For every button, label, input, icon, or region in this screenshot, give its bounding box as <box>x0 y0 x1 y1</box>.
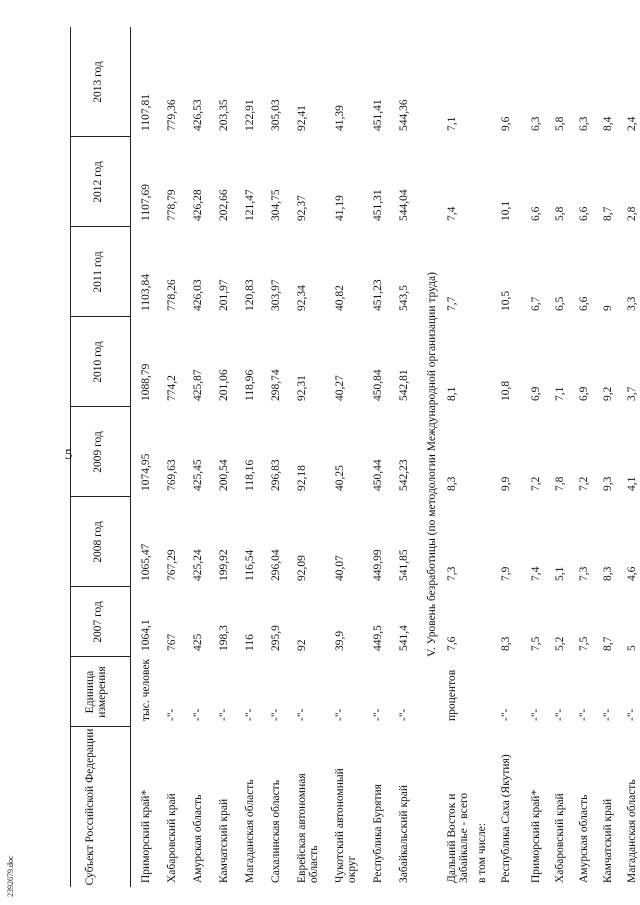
table-cell: 544,04 <box>398 189 410 221</box>
row-subject: Приморский край* <box>530 789 542 883</box>
table-cell: 7,5 <box>530 636 542 651</box>
row-unit: -"- <box>192 708 204 721</box>
table-cell: 8,7 <box>602 206 614 221</box>
table-cell: 450,44 <box>372 459 384 491</box>
row-subject: Чукотский автономный округ <box>334 768 358 883</box>
table-cell: 296,04 <box>270 549 282 581</box>
row-subject: Амурская область <box>578 794 590 883</box>
header-year: 2010 год <box>92 341 104 383</box>
header-year: 2013 год <box>92 61 104 103</box>
row-subject: Дальний Восток и Забайкалье - всего <box>446 792 470 883</box>
table-cell: 451,31 <box>372 189 384 221</box>
table-cell: 451,23 <box>372 279 384 311</box>
table-cell: 2,8 <box>626 206 638 221</box>
table-cell: 8,1 <box>446 386 458 401</box>
table-cell: 305,03 <box>270 99 282 131</box>
table-cell: 1065,47 <box>140 543 152 581</box>
table-cell: 5,8 <box>554 116 566 131</box>
row-subject: Республика Саха (Якутия) <box>500 754 512 883</box>
row-subject: Приморский край* <box>140 789 152 883</box>
table-cell: 120,83 <box>244 279 256 311</box>
table-cell: 199,92 <box>218 549 230 581</box>
table-cell: 7,4 <box>530 566 542 581</box>
table-cell: 774,2 <box>166 375 178 401</box>
table-cell: 7,1 <box>554 386 566 401</box>
row-subject: Еврейская автономная область <box>296 773 320 883</box>
table-cell: 92,34 <box>296 285 308 311</box>
doc-code: 2392679.doc <box>6 855 15 897</box>
table-cell: 425,24 <box>192 549 204 581</box>
header-year: 2011 год <box>92 251 104 293</box>
table-cell: 7,4 <box>446 206 458 221</box>
table-cell: 6,6 <box>578 206 590 221</box>
table-cell: 450,84 <box>372 369 384 401</box>
table-cell: 202,66 <box>218 189 230 221</box>
table-cell: 769,63 <box>166 459 178 491</box>
row-unit: -"- <box>626 708 638 721</box>
table-cell: 1107,81 <box>140 94 152 131</box>
table-cell: 118,16 <box>244 459 256 491</box>
table-cell: 10,1 <box>500 200 512 221</box>
table-cell: 304,75 <box>270 189 282 221</box>
row-unit: -"- <box>270 708 282 721</box>
table-cell: 7,6 <box>446 636 458 651</box>
row-unit: -"- <box>218 708 230 721</box>
table-cell: 41,39 <box>334 105 346 131</box>
table-cell: 1074,95 <box>140 453 152 491</box>
data-table <box>70 27 638 887</box>
table-cell: 41,19 <box>334 195 346 221</box>
table-cell: 778,79 <box>166 189 178 221</box>
header-year: 2008 год <box>92 521 104 563</box>
row-unit: -"- <box>554 708 566 721</box>
table-cell: 40,27 <box>334 375 346 401</box>
table-cell: 10,5 <box>500 290 512 311</box>
table-cell: 5,8 <box>554 206 566 221</box>
table-cell: 298,74 <box>270 369 282 401</box>
table-cell: 2,4 <box>626 116 638 131</box>
table-cell: 92,18 <box>296 465 308 491</box>
table-cell: 4,6 <box>626 566 638 581</box>
table-cell: 10,8 <box>500 380 512 401</box>
row-unit: процентов <box>446 669 458 721</box>
table-cell: 9,3 <box>602 476 614 491</box>
table-cell: 1103,84 <box>140 274 152 311</box>
table-cell: 541,4 <box>398 625 410 651</box>
table-cell: 426,53 <box>192 99 204 131</box>
header-year: 2009 год <box>92 431 104 473</box>
row-unit: -"- <box>578 708 590 721</box>
row-subject: Камчатский край <box>218 798 230 883</box>
table-cell: 40,07 <box>334 555 346 581</box>
table-cell: 542,81 <box>398 369 410 401</box>
header-subject: Субъект Российской Федерации <box>84 728 96 886</box>
header-year: 2007 год <box>92 601 104 643</box>
table-cell: 7,2 <box>530 476 542 491</box>
table-cell: 121,47 <box>244 189 256 221</box>
table-cell: 122,91 <box>244 99 256 131</box>
table-cell: 9,6 <box>500 116 512 131</box>
table-cell: 6,3 <box>530 116 542 131</box>
row-subject: Магаданская область <box>626 779 638 883</box>
row-unit: -"- <box>334 708 346 721</box>
row-unit: -"- <box>372 708 384 721</box>
row-subject: Магаданская область <box>244 779 256 883</box>
table-cell: 116 <box>244 634 256 651</box>
table-cell: 426,28 <box>192 189 204 221</box>
table-cell: 8,3 <box>500 636 512 651</box>
table-cell: 1107,69 <box>140 184 152 221</box>
table-cell: 4,1 <box>626 476 638 491</box>
table-cell: 7,2 <box>578 476 590 491</box>
table-cell: 449,5 <box>372 625 384 651</box>
row-unit: -"- <box>244 708 256 721</box>
table-cell: 542,23 <box>398 459 410 491</box>
table-cell: 9 <box>602 305 614 311</box>
table-cell: 425,87 <box>192 369 204 401</box>
row-unit: -"- <box>530 708 542 721</box>
table-cell: 7,7 <box>446 296 458 311</box>
row-subject: Забайкальский край <box>398 784 410 883</box>
table-cell: 5,2 <box>554 636 566 651</box>
table-cell: 118,96 <box>244 369 256 401</box>
table-cell: 203,35 <box>218 99 230 131</box>
table-cell: 9,2 <box>602 386 614 401</box>
table-cell: 296,83 <box>270 459 282 491</box>
table-cell: 303,97 <box>270 279 282 311</box>
table-cell: 541,85 <box>398 549 410 581</box>
table-cell: 5,1 <box>554 566 566 581</box>
table-cell: 92,41 <box>296 105 308 131</box>
table-cell: 40,25 <box>334 465 346 491</box>
row-subject: Амурская область <box>192 794 204 883</box>
table-cell: 1088,79 <box>140 363 152 401</box>
table-cell: 778,26 <box>166 279 178 311</box>
table-cell: 8,7 <box>602 636 614 651</box>
row-subject: Республика Бурятия <box>372 784 384 883</box>
table-cell: 5 <box>626 645 638 651</box>
table-cell: 7,5 <box>578 636 590 651</box>
row-unit: -"- <box>398 708 410 721</box>
table-cell: 40,82 <box>334 285 346 311</box>
table-cell: 6,6 <box>530 206 542 221</box>
table-cell: 6,9 <box>530 386 542 401</box>
table-cell: 198,3 <box>218 625 230 651</box>
header-unit: Единица измерения <box>84 666 108 718</box>
table-cell: 767 <box>166 633 178 651</box>
header-bottom-rule <box>130 27 131 887</box>
table-cell: 8,4 <box>602 116 614 131</box>
table-cell: 92,37 <box>296 195 308 221</box>
table-cell: 201,97 <box>218 279 230 311</box>
row-subject: Камчатский край <box>602 798 614 883</box>
table-cell: 543,5 <box>398 285 410 311</box>
table-cell: 6,5 <box>554 296 566 311</box>
table-cell: 8,3 <box>602 566 614 581</box>
row-unit: -"- <box>166 708 178 721</box>
table-cell: 6,6 <box>578 296 590 311</box>
page-number: 5 <box>64 446 73 463</box>
table-cell: 7,1 <box>446 116 458 131</box>
table-cell: 425,45 <box>192 459 204 491</box>
row-unit: -"- <box>296 708 308 721</box>
table-cell: 6,3 <box>578 116 590 131</box>
table-cell: 6,7 <box>530 296 542 311</box>
table-cell: 767,29 <box>166 549 178 581</box>
table-cell: 7,3 <box>578 566 590 581</box>
row-subject: Хабаровский край <box>166 793 178 883</box>
section-title: V. Уровень безработицы (по методологии Международной организации труда) <box>426 272 438 657</box>
table-cell: 779,36 <box>166 99 178 131</box>
table-cell: 92,31 <box>296 375 308 401</box>
table-cell: 92 <box>296 639 308 651</box>
row-unit: тыс. человек <box>140 658 152 721</box>
row-unit: -"- <box>602 708 614 721</box>
table-cell: 8,3 <box>446 476 458 491</box>
header-year: 2012 год <box>92 161 104 203</box>
table-cell: 451,41 <box>372 99 384 131</box>
table-cell: 7,3 <box>446 566 458 581</box>
table-cell: 7,9 <box>500 566 512 581</box>
table-cell: 1064,1 <box>140 619 152 651</box>
table-cell: 449,99 <box>372 549 384 581</box>
row-subject: Сахалинская область <box>270 780 282 883</box>
row-subject: в том числе: <box>476 823 488 883</box>
table-cell: 3,7 <box>626 386 638 401</box>
row-subject: Хабаровский край <box>554 793 566 883</box>
table-cell: 7,8 <box>554 476 566 491</box>
table-cell: 9,9 <box>500 476 512 491</box>
table-cell: 425 <box>192 633 204 651</box>
table-top-rule <box>70 27 71 887</box>
row-unit: -"- <box>500 708 512 721</box>
table-cell: 295,9 <box>270 625 282 651</box>
table-cell: 201,06 <box>218 369 230 401</box>
table-cell: 92,09 <box>296 555 308 581</box>
table-cell: 200,54 <box>218 459 230 491</box>
table-cell: 6,9 <box>578 386 590 401</box>
table-cell: 426,03 <box>192 279 204 311</box>
table-cell: 116,54 <box>244 549 256 581</box>
table-cell: 3,3 <box>626 296 638 311</box>
table-cell: 39,9 <box>334 630 346 651</box>
table-cell: 544,36 <box>398 99 410 131</box>
